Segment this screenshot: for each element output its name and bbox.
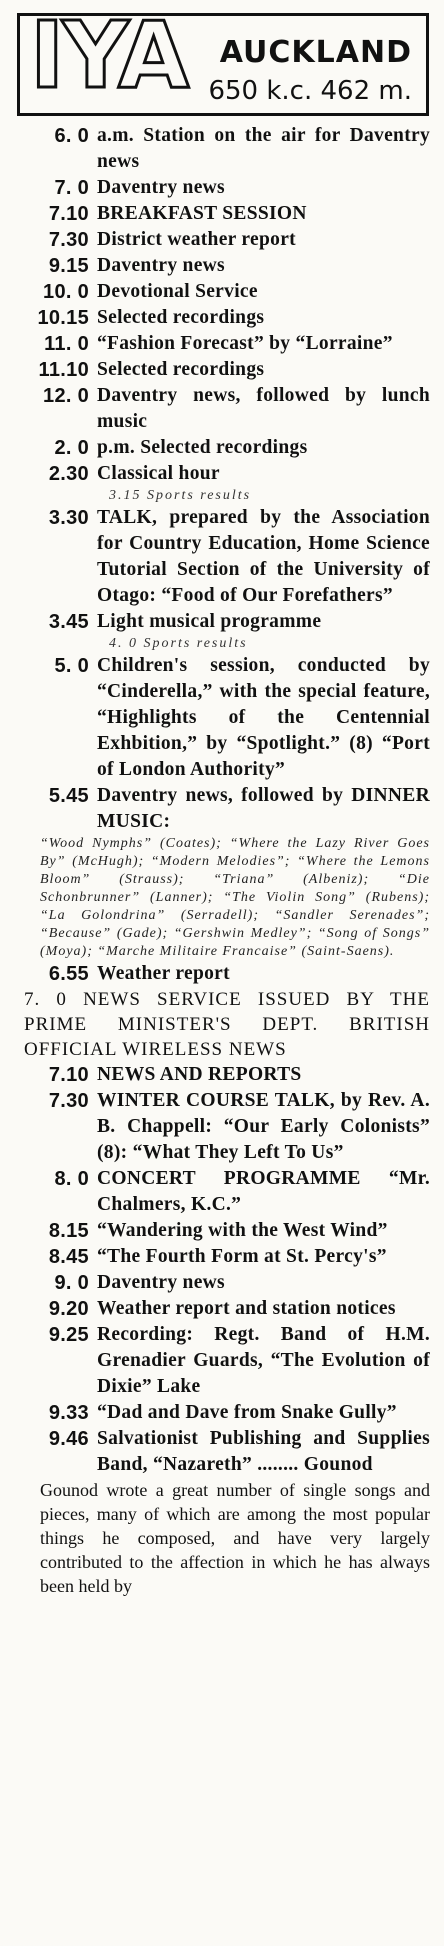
entry-time: 7.30 <box>48 229 89 251</box>
entry-time: 12. 0 <box>43 385 89 407</box>
entry-time: 8.15 <box>48 1220 89 1242</box>
closing-note: Gounod wrote a great number of single songs and pieces, many of which are among the most popular things he composed, and have very largely contributed to the affection in which he has always been held by <box>40 1480 430 1596</box>
entry-text: Daventry news <box>97 1272 225 1293</box>
entry-time: 7.30 <box>48 1090 89 1112</box>
entry-time: 3.30 <box>48 507 89 529</box>
program-entry <box>0 1322 444 1400</box>
entry-time: 9.20 <box>48 1298 89 1320</box>
entry-text-block <box>97 357 444 383</box>
entry-text-block <box>97 279 444 305</box>
entry-text-block <box>97 1244 444 1270</box>
program-entry <box>0 1062 444 1088</box>
entry-text: “Fashion Forecast” by “Lorraine” <box>97 333 393 354</box>
program-entry <box>0 305 444 331</box>
program-entry <box>0 357 444 383</box>
program-entry <box>0 175 444 201</box>
entry-text-block <box>97 227 444 253</box>
entry-text-block <box>97 609 444 653</box>
program-entry <box>0 331 444 357</box>
station-callsign: IYA <box>30 2 188 109</box>
entry-text: Daventry news <box>97 255 225 276</box>
entry-time: 6.55 <box>48 963 89 985</box>
entry-time: 2.30 <box>48 463 89 485</box>
entry-text: p.m. Selected recordings <box>97 437 308 458</box>
entry-text-block <box>97 1088 444 1166</box>
program-entry <box>0 1166 444 1218</box>
entry-time: 9.25 <box>48 1324 89 1346</box>
entry-text-block <box>97 783 444 835</box>
entry-time: 7.10 <box>48 203 89 225</box>
entry-text: Children's session, conducted by “Cinderella,” with the special feature, “Highlights of the Centennial Exhbition,” by “Spotlight.” (8) “Port of London Authority” <box>97 655 430 780</box>
entry-time: 9.33 <box>48 1402 89 1424</box>
program-entry <box>0 1270 444 1296</box>
entry-time: 10.15 <box>37 307 89 329</box>
entry-time: 8. 0 <box>54 1168 89 1190</box>
entry-text-block <box>97 253 444 279</box>
program-entry <box>0 505 444 609</box>
dinner-music-list: “Wood Nymphs” (Coates); “Where the Lazy River Goes By” (McHugh); “Modern Melodies”; “Where the Lemons Bloom” (Strauss); “Triana” (Albeniz); “Die Schonbrunner” (Lanner); “The Violin Song” (Rubens); “La Golondrina” (Serradell); “Sandler Serenades”; “Because” (Gade); “Gershwin Medley”; “Song of Songs” (Moya); “Marche Militaire Francaise” (Saint-Saens). <box>40 836 430 959</box>
entry-text: Recording: Regt. Band of H.M. Grenadier Guards, “The Evolution of Dixie” Lake <box>97 1324 430 1397</box>
entry-text: Weather report <box>97 963 230 984</box>
program-entry <box>0 383 444 435</box>
entry-time: 10. 0 <box>43 281 89 303</box>
entry-time: 6. 0 <box>54 125 89 147</box>
entry-text: NEWS AND REPORTS <box>97 1064 302 1085</box>
entry-text: Selected recordings <box>97 359 265 380</box>
entry-text: Daventry news, followed by DINNER MUSIC: <box>97 785 430 832</box>
station-header <box>17 2 429 116</box>
entry-time: 2. 0 <box>54 437 89 459</box>
entry-text: CONCERT PROGRAMME “Mr. Chalmers, K.C.” <box>97 1168 430 1215</box>
entry-text-block <box>97 653 444 783</box>
entry-time: 3.45 <box>48 611 89 633</box>
entry-text-block <box>97 201 444 227</box>
program-entry <box>0 1400 444 1426</box>
entry-text: Light musical programme <box>97 611 322 632</box>
entry-text-block <box>97 505 444 609</box>
entry-subnote: 3.15 Sports results <box>109 488 252 503</box>
program-entry <box>0 253 444 279</box>
entry-text: District weather report <box>97 229 296 250</box>
program-entry <box>0 435 444 461</box>
entry-text: Devotional Service <box>97 281 258 302</box>
entry-time: 7.10 <box>48 1064 89 1086</box>
program-entry <box>0 279 444 305</box>
program-list <box>0 123 444 1598</box>
entry-text: WINTER COURSE TALK, by Rev. A. B. Chappell: “Our Early Colonists” (8): “What They Left To Us” <box>97 1090 430 1163</box>
entry-text-block <box>97 1166 444 1218</box>
entry-text: Salvationist Publishing and Supplies Band, “Nazareth” ........ Gounod <box>97 1428 430 1475</box>
entry-text-block <box>97 1218 444 1244</box>
program-entry <box>0 1426 444 1478</box>
entry-time: 11.10 <box>38 359 89 381</box>
news-service-line: 7. 0 NEWS SERVICE ISSUED BY THE PRIME MINISTER'S DEPT. BRITISH OFFICIAL WIRELESS NEWS <box>24 989 430 1060</box>
entry-text-block <box>97 331 444 357</box>
entry-text: a.m. Station on the air for Daventry news <box>97 125 430 172</box>
entry-text: Weather report and station notices <box>97 1298 396 1319</box>
entry-subnote: 4. 0 Sports results <box>109 636 248 651</box>
entry-text: “Dad and Dave from Snake Gully” <box>97 1402 397 1423</box>
entry-text: TALK, prepared by the Association for Country Education, Home Science Tutorial Section of the University of Otago: “Food of Our Forefathers” <box>97 507 430 606</box>
entry-time: 9. 0 <box>54 1272 89 1294</box>
program-entry <box>0 609 444 653</box>
program-entry <box>0 201 444 227</box>
program-entry <box>0 1244 444 1270</box>
program-entry <box>0 461 444 505</box>
entry-text-block <box>97 1426 444 1478</box>
entry-text: BREAKFAST SESSION <box>97 203 307 224</box>
entry-text-block <box>97 175 444 201</box>
entry-time: 5. 0 <box>54 655 89 677</box>
entry-text-block <box>97 1062 444 1088</box>
entry-text: Daventry news <box>97 177 225 198</box>
entry-text: Daventry news, followed by lunch music <box>97 385 430 432</box>
entry-text-block <box>97 305 444 331</box>
entry-text-block <box>97 461 444 505</box>
program-entry <box>0 1088 444 1166</box>
program-entry <box>0 961 444 987</box>
entry-text: Selected recordings <box>97 307 265 328</box>
program-entry <box>0 1296 444 1322</box>
entry-text-block <box>97 961 444 987</box>
entry-time: 9.15 <box>48 255 89 277</box>
entry-time: 11. 0 <box>44 333 89 355</box>
program-entry <box>0 783 444 835</box>
entry-time: 5.45 <box>48 785 89 807</box>
entry-text-block <box>97 435 444 461</box>
station-city: AUCKLAND <box>219 35 412 70</box>
entry-text-block <box>97 1400 444 1426</box>
entry-text: “The Fourth Form at St. Percy's” <box>97 1246 387 1267</box>
program-entry <box>0 653 444 783</box>
entry-text-block <box>97 1296 444 1322</box>
entry-text-block <box>97 123 444 175</box>
entry-text-block <box>97 383 444 435</box>
entry-text-block <box>97 1322 444 1400</box>
entry-text-block <box>97 1270 444 1296</box>
entry-time: 9.46 <box>48 1428 89 1450</box>
entry-text: Classical hour <box>97 463 220 484</box>
program-entry <box>0 227 444 253</box>
station-frequency: 650 k.c. 462 m. <box>208 76 412 106</box>
entry-text: “Wandering with the West Wind” <box>97 1220 388 1241</box>
program-entry <box>0 123 444 175</box>
entry-time: 8.45 <box>48 1246 89 1268</box>
program-entry <box>0 1218 444 1244</box>
entry-time: 7. 0 <box>54 177 89 199</box>
